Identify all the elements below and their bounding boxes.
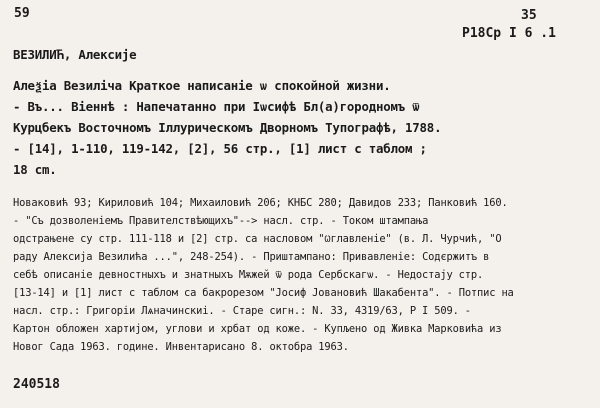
ref-knbs: КНБС 280; [287, 197, 343, 209]
note-line: - "Съ дозволеніемъ Правителствѣющихъ"--> насл. стр. - Током штампања [13, 215, 429, 227]
inventory-number: 240518 [13, 377, 60, 392]
note-line: [13-14] и [1] лист с таблом са бакрорезом "Јосиф Јовановић Шакабента". - Потпис на [13, 287, 514, 299]
title-line: Курцбекъ Восточномъ Іллурическомъ Дворномъ Тупографѣ, 1788. [13, 120, 442, 135]
note-line: насл. стр.: Григоріи Лѧначинскиі. - Старе сигн.: N. 33, 4319/63, P I 509. - [13, 305, 471, 317]
ref-mihailovic: Михаиловић 206; [190, 197, 282, 209]
note-line: раду Алексија Везилића ...", 248-254). - Приштампано: Привавленіе: Содєржитъ в [13, 251, 490, 263]
note-line: одстрањене су стр. 111-118 и [2] стр. са насловом "Ѡглавленіе" (в. Л. Чурчић, "О [13, 233, 502, 245]
ref-kirilovic: Кириловић 104; [98, 197, 184, 209]
note-line: Картон обложен хартијом, углови и хрбат од коже. - Купљено од Живка Марковића из [13, 323, 502, 335]
shelfmark: Р18Ср I 6 .1 [462, 26, 556, 41]
title-line: - [14], 1-110, 119-142, [2], 56 стр., [1] лист с таблом ; [13, 141, 427, 156]
ref-davidov: Давидов 233; [348, 197, 423, 209]
top-left-number: 59 [14, 6, 30, 21]
ref-pankovic: Панковић 160. [428, 197, 508, 209]
title-line: 18 cm. [13, 162, 57, 177]
references-line [13, 197, 508, 209]
title-line: Алеѯіа Везиліча Краткое написаніе ѡ спокойной жизни. [13, 78, 391, 93]
ref-novakovic: Новаковић 93; [13, 197, 93, 209]
top-right-number: 35 [521, 8, 537, 23]
note-line: Новог Сада 1963. године. Инвентарисано 8. октобра 1963. [13, 341, 349, 353]
title-line: - Въ... Віеннѣ : Напечатанно при Іѡсифѣ Бл(а)городномъ ѿ [13, 99, 420, 114]
note-line: себѣ описаніе девностныхъ и знатныхъ Мѫжей ѿ рода Сербскагѡ. - Недостају стр. [13, 269, 484, 281]
author-heading: ВЕЗИЛИЋ, Алексије [13, 47, 137, 62]
